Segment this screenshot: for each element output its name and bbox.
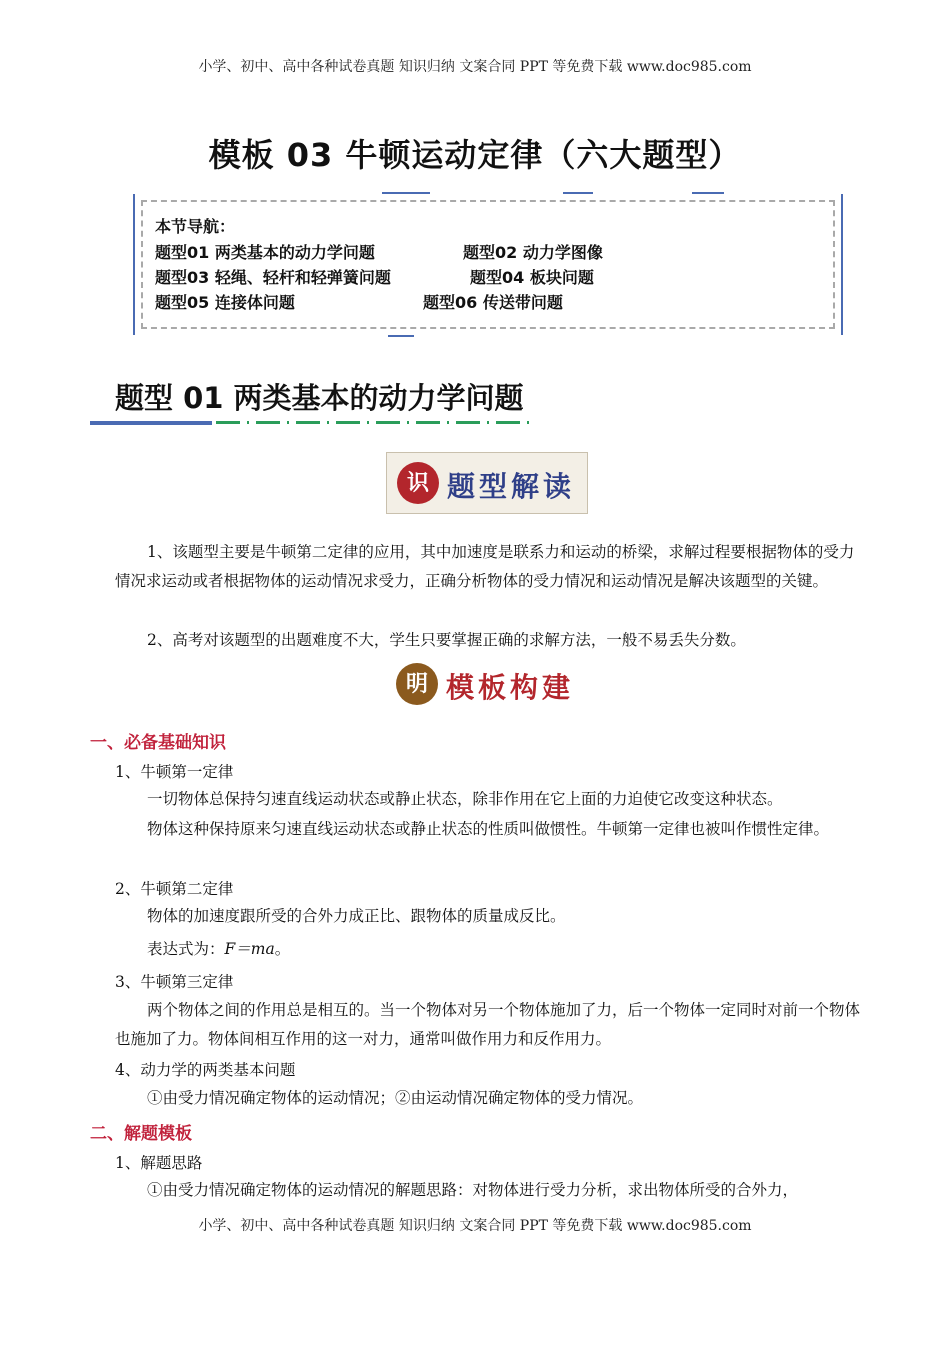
paragraph: ①由受力情况确定物体的运动情况；②由运动情况确定物体的受力情况。	[147, 1089, 644, 1107]
subheading: 3、牛顿第三定律	[115, 973, 234, 991]
badge-label: 题型解读	[447, 470, 576, 503]
subheading: 1、解题思路	[115, 1154, 203, 1172]
subheading: 2、牛顿第二定律	[115, 880, 234, 898]
paragraph: 一切物体总保持匀速直线运动状态或静止状态，除非作用在它上面的力迫使它改变这种状态。	[147, 790, 783, 808]
paragraph: 两个物体之间的作用总是相互的。当一个物体对另一个物体施加了力，后一个物体一定同时对前一个物体也施加了力。物体间相互作用的这一对力，通常叫做作用力和反作用力。	[115, 1001, 861, 1048]
section-underline-dashed	[216, 421, 530, 424]
badge-template-building	[386, 658, 588, 710]
page-title: 模板 03 牛顿运动定律（六大题型）	[208, 136, 742, 174]
page-footer: 小学、初中、高中各种试卷真题 知识归纳 文案合同 PPT 等免费下载 www.doc985.com	[198, 1218, 752, 1234]
nav-item-type06[interactable]: 题型06 传送带问题	[423, 293, 563, 312]
intro-paragraph: 2、高考对该题型的出题难度不大，学生只要掌握正确的求解方法，一般不易丢失分数。	[147, 631, 746, 649]
badge-label: 模板构建	[446, 671, 575, 704]
intro-paragraph: 1、该题型主要是牛顿第二定律的应用，其中加速度是联系力和运动的桥梁，求解过程要根据物体的受力情况求运动或者根据物体的运动情况求受力，正确分析物体的受力情况和运动情况是解决该题型的关键。	[115, 543, 855, 590]
nav-item-type05[interactable]: 题型05 连接体问题	[155, 293, 295, 312]
paragraph: 物体这种保持原来匀速直线运动状态或静止状态的性质叫做惯性。牛顿第一定律也被叫作惯性定律。	[147, 820, 830, 838]
nav-item-type02[interactable]: 题型02 动力学图像	[463, 243, 603, 262]
formula-line	[147, 935, 863, 964]
subheading: 1、牛顿第一定律	[115, 763, 234, 781]
nav-item-type01[interactable]: 题型01 两类基本的动力学问题	[155, 243, 375, 262]
formula-suffix: 。	[274, 940, 291, 958]
paragraph: ①由受力情况确定物体的运动情况的解题思路：对物体进行受力分析，求出物体所受的合外力，	[147, 1181, 799, 1199]
seal-icon: 明	[396, 663, 438, 705]
nav-heading: 本节导航：	[155, 217, 236, 236]
subheading: 4、动力学的两类基本问题	[115, 1061, 296, 1079]
section-underline	[90, 421, 212, 425]
section-title: 题型 01 两类基本的动力学问题	[115, 381, 524, 415]
heading-basic-knowledge: 一、必备基础知识	[90, 733, 226, 753]
nav-item-type04[interactable]: 题型04 板块问题	[470, 268, 594, 287]
nav-item-type03[interactable]: 题型03 轻绳、轻杆和轻弹簧问题	[155, 268, 391, 287]
paragraph: 物体的加速度跟所受的合外力成正比、跟物体的质量成反比。	[147, 907, 566, 925]
formula: F＝ma	[224, 940, 275, 958]
nav-box-bottom-accent	[388, 335, 414, 337]
heading-solution-template: 二、解题模板	[90, 1124, 192, 1144]
seal-icon: 识	[397, 462, 439, 504]
badge-type-analysis	[386, 452, 588, 514]
formula-prefix: 表达式为：	[147, 940, 225, 958]
page-header: 小学、初中、高中各种试卷真题 知识归纳 文案合同 PPT 等免费下载 www.doc985.com	[198, 59, 752, 75]
